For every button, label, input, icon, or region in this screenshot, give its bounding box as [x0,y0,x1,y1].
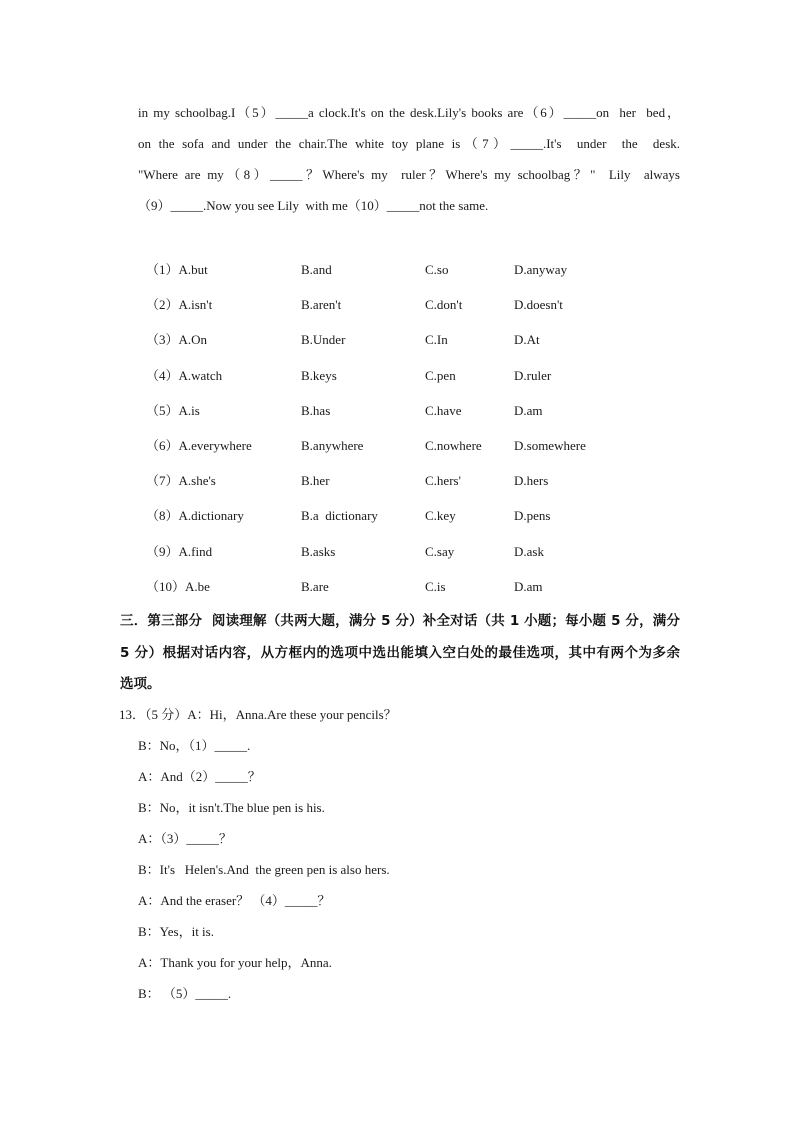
option-d: D.pens [514,508,551,524]
option-d: D.am [514,402,543,418]
option-a: （10）A.be [146,578,210,594]
option-a: （4）A.watch [146,367,223,383]
option-d: D.doesn't [514,297,563,313]
option-a: （8）A.dictionary [146,508,244,524]
section-heading-line: 选项。 [120,676,161,692]
dialogue-line: B：No，it isn't.The blue pen is his. [138,800,325,815]
section-heading-line: 5 分）根据对话内容，从方框内的选项中选出能填入空白处的最佳选项，其中有两个为多余 [120,644,680,661]
option-c: C.pen [425,367,456,383]
option-b: B.anywhere [301,437,364,453]
option-c: C.so [425,262,449,277]
dialogue-line: B：Yes，it is. [138,924,214,939]
section-heading-line: 三．第三部分 阅读理解（共两大题，满分 5 分）补全对话（共 1 小题；每小题 5 分，满分 [120,613,680,629]
option-c: C.have [425,402,462,418]
option-c: C.nowhere [425,437,482,453]
passage-line: in my schoolbag.I（5）_____a clock.It's on the desk.Lily's books are（6）_____on her bed， [138,105,680,120]
dialogue-line: A：And the eraser？ （4）_____？ [138,893,331,908]
option-b: B.keys [301,367,337,383]
dialogue-line: B：No，（1）_____. [138,738,251,753]
option-c: C.is [425,578,446,594]
dialogue [138,730,390,1009]
dialogue-line: A：（3）_____？ [138,831,232,846]
passage-line: on the sofa and under the chair.The white toy plane is（7）_____.It's under the desk. [138,136,680,151]
option-d: D.hers [514,473,549,489]
option-b: B.has [301,402,331,418]
option-a: （6）A.everywhere [146,437,252,453]
option-a: （1）A.but [146,262,208,277]
dialogue-line: A：Thank you for your help，Anna. [138,955,332,970]
option-b: B.her [301,473,330,489]
option-c: C.key [425,508,456,524]
option-b: B.Under [301,332,346,348]
option-d: D.At [514,332,540,348]
option-a: （7）A.she's [146,473,216,489]
option-c: C.In [425,332,448,348]
option-a: （9）A.find [146,543,213,559]
passage-line: "Where are my（8）_____？Where's my ruler？Where's my schoolbag？" Lily always [138,167,680,182]
option-b: B.a dictionary [301,508,378,524]
option-b: B.and [301,262,332,277]
option-c: C.hers' [425,473,461,489]
option-d: D.ruler [514,367,552,383]
option-b: B.are [301,578,329,594]
option-b: B.asks [301,543,336,559]
section-heading [120,606,680,701]
option-d: D.somewhere [514,437,586,453]
option-a: （3）A.On [146,332,208,348]
option-d: D.ask [514,543,544,559]
dialogue-line: A：And（2）_____？ [138,769,261,784]
option-d: D.am [514,578,543,594]
passage-line: （9）_____.Now you see Lily with me（10）_____not the same. [138,198,489,213]
question-13-header: 13．（5 分）A：Hi，Anna.Are these your pencils？ [119,707,397,722]
option-a: （5）A.is [146,402,200,418]
dialogue-line: B： （5）_____. [138,986,232,1001]
option-b: B.aren't [301,297,342,313]
option-c: C.don't [425,297,463,313]
option-a: （2）A.isn't [146,297,213,313]
option-d: D.anyway [514,262,568,277]
cloze-passage [138,97,680,221]
dialogue-line: B：It's Helen's.And the green pen is also hers. [138,862,390,877]
option-c: C.say [425,543,455,559]
